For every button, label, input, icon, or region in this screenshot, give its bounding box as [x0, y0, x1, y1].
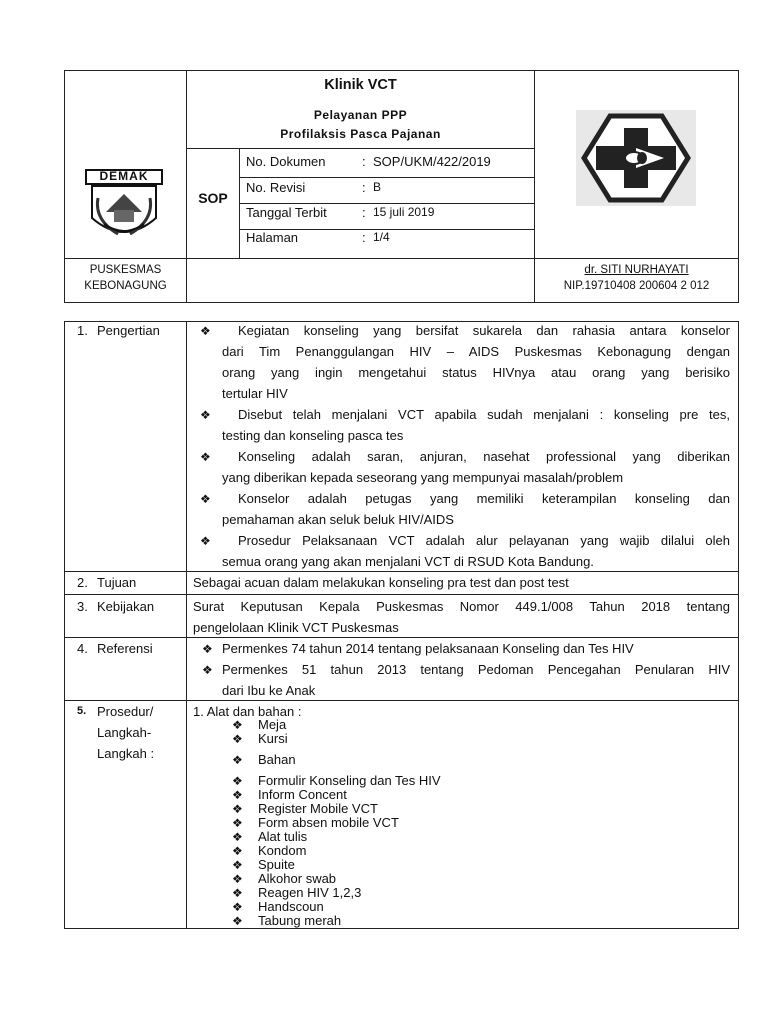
bullet-icon: ❖ — [200, 492, 211, 506]
bullet-icon: ❖ — [200, 450, 211, 464]
service-subtitle: Profilaksis Pasca Pajanan — [280, 127, 441, 141]
bullet-icon: ❖ — [232, 732, 243, 746]
logo-text: DEMAK — [99, 169, 149, 183]
bullet-icon: ❖ — [232, 844, 243, 858]
clinic-title: Klinik VCT — [324, 77, 397, 93]
org-name-1: PUSKESMAS — [89, 264, 162, 276]
bullet-icon: ❖ — [232, 774, 243, 788]
service-title: Pelayanan PPP — [313, 108, 408, 122]
bullet-icon: ❖ — [232, 753, 243, 767]
bullet-icon: ❖ — [200, 324, 211, 338]
bullet-icon: ❖ — [202, 663, 213, 677]
bullet-icon: ❖ — [232, 900, 243, 914]
puskesmas-logo — [576, 110, 696, 206]
bullet-icon: ❖ — [232, 872, 243, 886]
bullet-icon: ❖ — [232, 788, 243, 802]
bullet-icon: ❖ — [232, 718, 243, 732]
demak-logo — [84, 168, 164, 248]
bullet-icon: ❖ — [232, 914, 243, 928]
bullet-icon: ❖ — [200, 534, 211, 548]
sop-label: SOP — [198, 190, 228, 206]
bullet-icon: ❖ — [232, 886, 243, 900]
bullet-icon: ❖ — [200, 408, 211, 422]
bullet-icon: ❖ — [232, 802, 243, 816]
bullet-icon: ❖ — [232, 816, 243, 830]
org-name-2: KEBONAGUNG — [84, 280, 167, 292]
bullet-icon: ❖ — [232, 858, 243, 872]
signer-name: dr. SITI NURHAYATI — [584, 264, 689, 276]
signer-nip: NIP.19710408 200604 2 012 — [563, 280, 710, 292]
bullet-icon: ❖ — [232, 830, 243, 844]
bullet-icon: ❖ — [202, 642, 213, 656]
